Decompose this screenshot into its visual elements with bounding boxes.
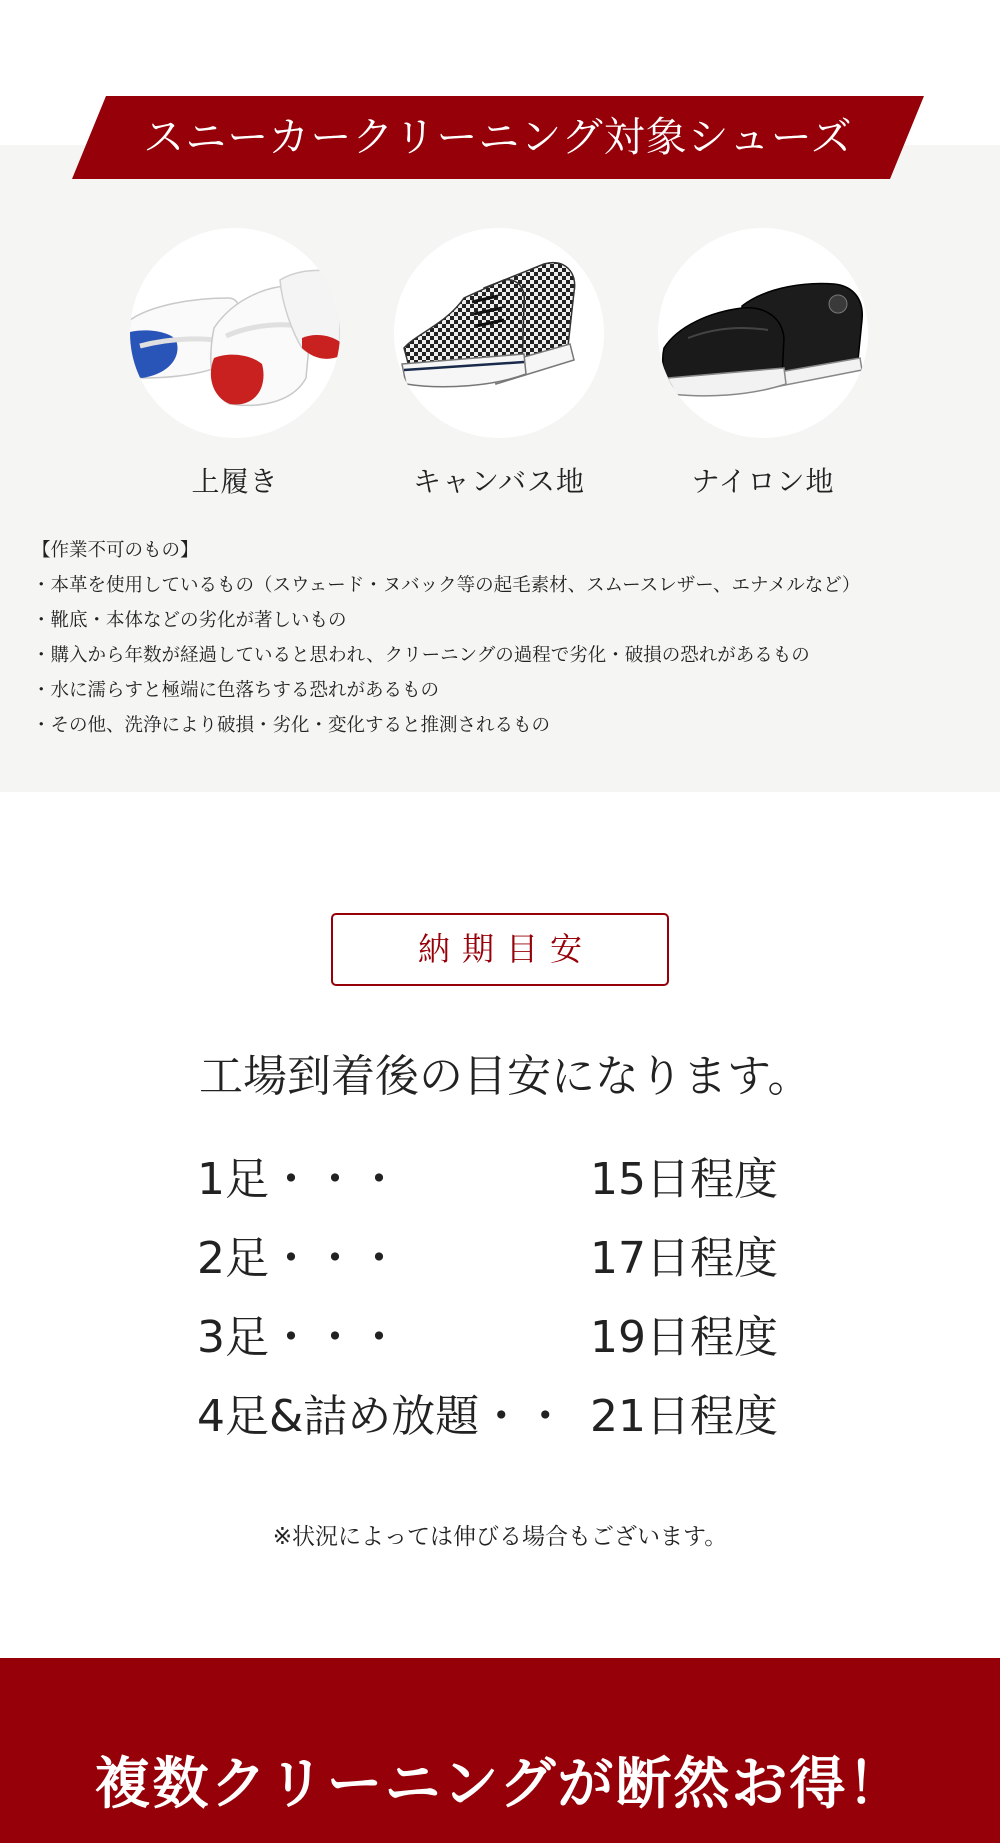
delivery-row: [197, 1222, 837, 1301]
canvas-label: キャンバス地: [412, 465, 586, 498]
target-shoes-title: スニーカークリーニング対象シューズ: [143, 113, 853, 161]
target-shoes-title-banner: [72, 96, 924, 179]
delivery-estimate-tag: 納期目安: [331, 913, 669, 986]
nylon-sneakers-image: [658, 228, 868, 438]
delivery-quantity: 4足&詰め放題・・: [197, 1391, 568, 1442]
delivery-days: 15日程度: [590, 1154, 778, 1205]
delivery-quantity: 3足・・・: [197, 1312, 401, 1363]
notes-heading: 【作業不可のもの】: [32, 540, 199, 561]
uwabaki-shoes-image: [130, 228, 340, 438]
delivery-note: ※状況によっては伸びる場合もございます。: [272, 1524, 728, 1550]
unavailable-items-notes: [32, 533, 982, 743]
notes-item: ・本革を使用しているもの（スウェード・ヌバック等の起毛素材、スムースレザー、エナメルなど）: [32, 575, 861, 596]
delivery-quantity: 2足・・・: [197, 1233, 401, 1284]
notes-item: ・水に濡らすと極端に色落ちする恐れがあるもの: [32, 680, 440, 701]
shoe-item-canvas: [394, 228, 604, 500]
promo-headline: 複数クリーニングが断然お得！: [94, 1752, 906, 1817]
uwabaki-label: 上履き: [191, 465, 279, 498]
notes-item: ・靴底・本体などの劣化が著しいもの: [32, 610, 347, 631]
shoe-item-nylon: [658, 228, 868, 500]
promo-banner: [0, 1658, 1000, 1843]
delivery-days: 19日程度: [590, 1312, 778, 1363]
delivery-row: [197, 1301, 837, 1380]
notes-item: ・その他、洗浄により破損・劣化・変化すると推測されるもの: [32, 715, 551, 736]
delivery-quantity: 1足・・・: [197, 1154, 401, 1205]
notes-item: ・購入から年数が経過していると思われ、クリーニングの過程で劣化・破損の恐れがあるもの: [32, 645, 810, 666]
delivery-lead-text: 工場到着後の目安になります。: [199, 1051, 812, 1102]
shoe-item-uwabaki: [130, 228, 340, 500]
canvas-sneakers-image: [394, 228, 604, 438]
delivery-row: [197, 1380, 837, 1459]
delivery-days: 17日程度: [590, 1233, 778, 1284]
delivery-days: 21日程度: [590, 1391, 778, 1442]
delivery-schedule-table: [197, 1143, 837, 1459]
delivery-row: [197, 1143, 837, 1222]
nylon-label: ナイロン地: [691, 465, 835, 498]
